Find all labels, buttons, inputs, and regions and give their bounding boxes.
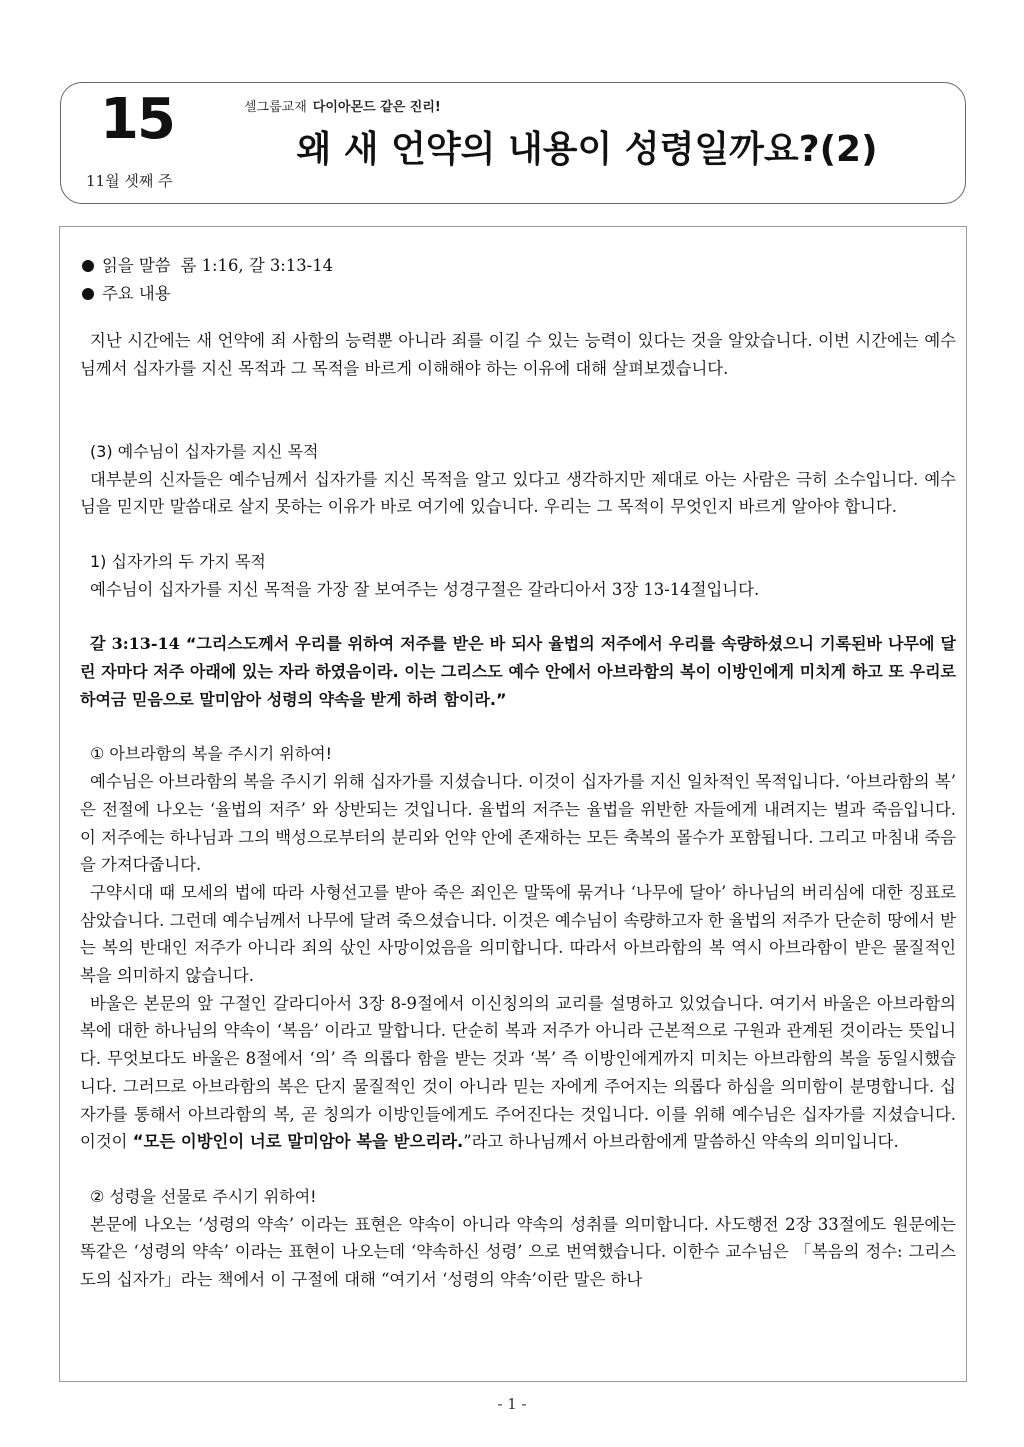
- point2-heading: ② 성령을 선물로 주시기 위하여!: [90, 1186, 317, 1206]
- lesson-number: 15: [100, 87, 174, 152]
- sub1-heading: 1) 십자가의 두 가지 목적: [90, 551, 266, 571]
- page-number: - 1 -: [497, 1395, 527, 1413]
- point1-p3-bold: “모든 이방인이 너로 말미암아 복을 받으리라.: [132, 1132, 464, 1152]
- sub1-body: 예수님이 십자가를 지신 목적을 가장 잘 보여주는 성경구절은 갈라디아서 3장 13-14절입니다.: [90, 579, 760, 599]
- point1-heading: ① 아브라함의 복을 주시기 위하여!: [90, 744, 333, 764]
- section3-body: 대부분의 신자들은 예수님께서 십자가를 지신 목적을 알고 있다고 생각하지만 제대로 아는 사람은 극히 소수입니다. 예수님을 믿지만 말씀대로 살지 못하는 이유가 바로 여기에 있습니다. 우리는 그 목적이 무엇인지 바르게 알아야 합니다.: [80, 469, 956, 517]
- quote-text: “그리스도께서 우리를 위하여 저주를 받은 바 되사 율법의 저주에서 우리를 속량하셨으니 기록된바 나무에 달린 자마다 저주 아래에 있는 자라 하였음이라. 이는 그리스도 예수 안에서 아브라함의 복이 이방인에게 미치게 하고 또 우리로 하여금 믿음으로 말미암아 성령의 약속을 받게 하려 함이라.”: [80, 634, 956, 709]
- scripture-quote: [80, 630, 956, 713]
- bullet-icon: [82, 260, 94, 272]
- section3-heading: (3) 예수님이 십자가를 지신 목적: [90, 441, 319, 461]
- series-type: 셀그룹교재: [244, 100, 307, 115]
- intro-paragraph: 지난 시간에는 새 언약에 죄 사함의 능력뿐 아니라 죄를 이길 수 있는 능력이 있다는 것을 알았습니다. 이번 시간에는 예수님께서 십자가를 지신 목적과 그 목적을 바르게 이해해야 하는 이유에 대해 살펴보겠습니다.: [80, 331, 956, 379]
- bullet-icon: [82, 288, 94, 300]
- content-body: [80, 252, 956, 1294]
- point1-p3-text: 바울은 본문의 앞 구절인 갈라디아서 3장 8-9절에서 이신칭의의 교리를 설명하고 있었습니다. 여기서 바울은 아브라함의 복에 대한 하나님의 약속이 ‘복음’ 이라고 말합니다. 단순히 복과 저주가 아니라 근본적으로 구원과 관계된 것이라는 뜻입니다. 무엇보다도 바울은 8절에서 ‘의’ 즉 의롭다 함을 받는 것과 ‘복’ 즉 이방인에게까지 미치는 아브라함의 복을 동일시했습니다. 그러므로 아브라함의 복은 단지 물질적인 것이 아니라 믿는 자에게 주어지는 의롭다 하심을 의미함이 분명합니다. 십자가를 통해서 아브라함의 복, 곧 칭의가 이방인들에게도 주어진다는 것입니다. 이를 위해 예수님은 십자가를 지셨습니다. 이것이: [80, 993, 956, 1152]
- page-title: 왜 새 언약의 내용이 성령일까요?(2): [296, 129, 878, 170]
- reading-line: [80, 252, 956, 280]
- quote-ref: 갈 3:13-14: [90, 634, 180, 654]
- point1-paragraph-1: 예수님은 아브라함의 복을 주시기 위해 십자가를 지셨습니다. 이것이 십자가를 지신 일차적인 목적입니다. ‘아브라함의 복’ 은 전절에 나오는 ‘율법의 저주’ 와 상반되는 것입니다. 율법의 저주는 율법을 위반한 자들에게 내려지는 벌과 죽음입니다. 이 저주에는 하나님과 그의 백성으로부터의 분리와 언약 안에 존재하는 모든 축복의 몰수가 포함됩니다. 그리고 마침내 죽음을 가져다줍니다.: [80, 772, 956, 875]
- main-content-line: [80, 280, 956, 308]
- week-label: 11월 셋째 주: [86, 172, 173, 190]
- point1-paragraph-2: 구약시대 때 모세의 법에 따라 사형선고를 받아 죽은 죄인은 말뚝에 묶거나 ‘나무에 달아’ 하나님의 버리심에 대한 징표로 삼았습니다. 그런데 예수님께서 나무에 달려 죽으셨습니다. 이것은 예수님이 속량하고자 한 율법의 저주가 단순히 땅에서 받는 복의 반대인 저주가 아니라 죄의 삯인 사망이었음을 의미합니다. 따라서 아브라함의 복 역시 아브라함이 받은 물질적인 복을 의미하지 않습니다.: [80, 882, 956, 986]
- series-name: 다이아몬드 같은 진리!: [312, 100, 441, 115]
- point1-paragraph-3: [80, 990, 956, 1156]
- point1-p3-tail: ”라고 하나님께서 아브라함에게 말씀하신 약속의 의미입니다.: [463, 1132, 899, 1152]
- main-label: 주요 내용: [102, 283, 171, 303]
- reading-label: 읽을 말씀: [102, 256, 171, 275]
- series-label: [244, 96, 441, 115]
- reading-refs: 롬 1:16, 갈 3:13-14: [180, 256, 334, 275]
- point2-paragraph-1: 본문에 나오는 ‘성령의 약속’ 이라는 표현은 약속이 아니라 약속의 성취를 의미합니다. 사도행전 2장 33절에도 원문에는 똑같은 ‘성령의 약속’ 이라는 표현이 나오는데 ‘약속하신 성령’ 으로 번역했습니다. 이한수 교수님은 「복음의 정수: 그리스도의 십자가」라는 책에서 이 구절에 대해 “여기서 ‘성령의 약속’이란 말은 하나: [80, 1214, 957, 1290]
